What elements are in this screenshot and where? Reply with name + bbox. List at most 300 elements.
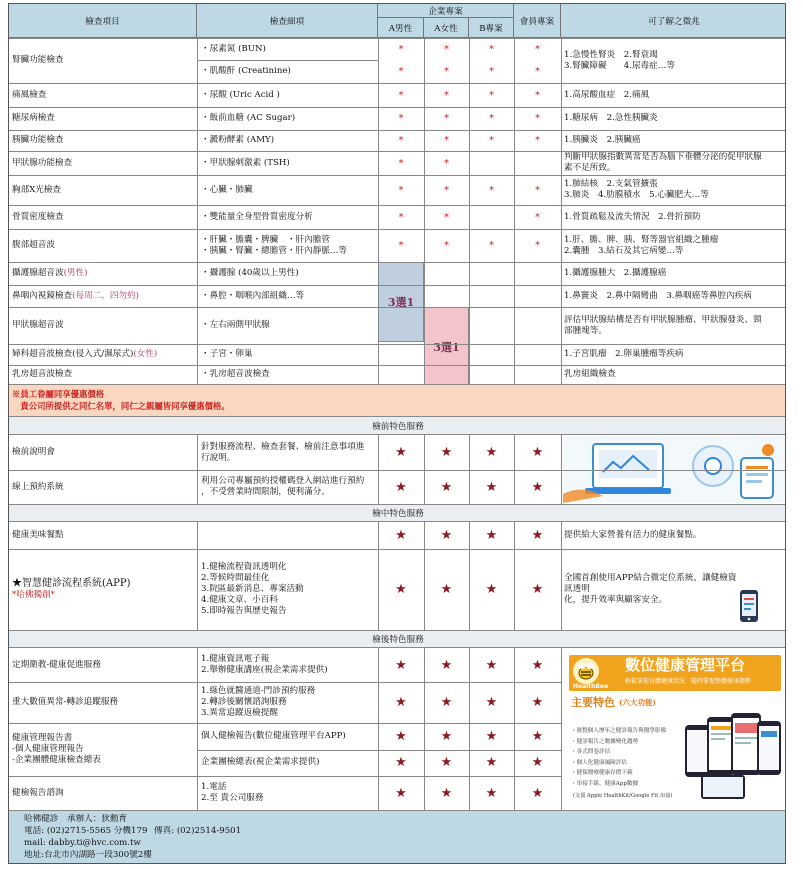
grid-line [424, 682, 425, 723]
star-mark: ★ [440, 695, 453, 710]
post-row-label: 健康管理報告書 [12, 733, 73, 743]
footer-mail[interactable]: mail: dabby.ti@hvc.com.tw [24, 838, 141, 848]
star-mark: * [398, 157, 404, 169]
row-item [12, 175, 195, 205]
row-item [12, 107, 195, 130]
star-mark: * [535, 43, 540, 55]
row-item [12, 205, 195, 229]
star-mark: * [535, 184, 540, 196]
grid-line [514, 682, 515, 723]
post-row-sub: -企業團體健康檢查總表 [12, 755, 101, 765]
row-insight [564, 344, 786, 365]
star-mark: ★ [440, 479, 453, 495]
star-mark: * [398, 89, 404, 101]
star-mark: * [489, 43, 494, 55]
grid-line [378, 549, 379, 630]
star-mark: ★ [395, 528, 407, 543]
pre-row-item: 線上預約系統 [12, 481, 64, 492]
detail-line: ・肝臟・膽囊・脾臟 ・肝內膽管 [201, 234, 330, 245]
row-item-note: (女性) [133, 349, 158, 359]
app-screens-illustration [683, 711, 783, 803]
insight-line: 評估甲狀腺結構是否有甲狀腺腫瘤、甲狀腺發炎、頸 [564, 314, 762, 325]
star-mark: ★ [395, 728, 407, 744]
grid-line [9, 384, 786, 385]
star-mark: ★ [395, 445, 407, 460]
insight-line: 部腫塊等。 [564, 325, 607, 336]
pre-row-detail [201, 470, 377, 504]
row-details [201, 229, 377, 262]
grid-line [561, 549, 562, 630]
mid-row-insight [564, 549, 740, 630]
promo-feature: ・串接手錶、健康App數據 [571, 780, 639, 787]
promo-feature: ・匯整個人歷年之健診報告與醫學影像 [571, 728, 667, 735]
row-details [201, 262, 377, 285]
insight-line: 1.急慢性腎炎 2.腎衰竭 [564, 49, 658, 60]
row-insight [564, 365, 786, 384]
detail-line: 利用公司專屬預約授權碼登入網站進行預約 [201, 476, 365, 486]
header-member: 會員專案 [514, 4, 561, 38]
detail-line: 1.綠色就醫通道-門診預約服務 [201, 686, 316, 696]
footer-phone: 電話: (02)2715-5565 分機179 [24, 826, 148, 836]
star-mark: ★ [485, 755, 498, 771]
detail-line: 2.至 貴公司服務 [201, 793, 264, 803]
row-insight [564, 205, 786, 229]
insight-line: 3.肺炎 4.肋膜積水 5.心臟肥大…等 [564, 190, 709, 200]
row-item-label: 甲狀腺功能檢查 [12, 157, 73, 168]
pre-row-detail [201, 435, 377, 470]
star-mark: * [444, 113, 449, 124]
insight-line: 1.子宮肌瘤 2.卵巢腫瘤等疾病 [564, 349, 684, 359]
row-item [12, 130, 195, 151]
detail-line: 行說明。 [201, 452, 236, 463]
grid-line [9, 285, 786, 286]
grid-line [9, 365, 786, 366]
promo-brand: HealthBee [573, 682, 609, 690]
star-mark: * [489, 135, 494, 146]
row-insight [564, 130, 786, 151]
section-post: 檢後特色服務 [9, 630, 786, 648]
row-item-label: 骨質密度檢查 [12, 211, 64, 222]
star-mark: ★ [440, 785, 453, 801]
header-insight: 可了解之徵兆 [561, 4, 786, 38]
star-mark: * [398, 113, 404, 124]
grid-line [469, 723, 470, 776]
row-item-label: 糖尿病檢查 [12, 113, 55, 123]
grid-line [514, 723, 515, 776]
notice-line1: ※員工眷屬同享優惠價格 [12, 388, 105, 399]
row-details [201, 285, 377, 307]
grid-line [9, 504, 786, 505]
grid-line [197, 522, 198, 549]
star-mark: * [444, 240, 449, 251]
mid-row-item [12, 549, 195, 630]
detail-line: ・甲狀腺刺激素 (TSH) [201, 157, 290, 168]
grid-line [378, 723, 379, 776]
star-mark: ★ [395, 755, 407, 771]
choice-a-label: 3選1 [387, 296, 415, 309]
grid-line [197, 682, 198, 723]
star-mark: ★ [440, 528, 453, 543]
star-mark: * [444, 43, 449, 55]
pre-row-item: 檢前說明會 [12, 447, 55, 457]
row-insight [564, 151, 786, 175]
grid-line [561, 470, 562, 504]
star-mark: * [398, 43, 404, 55]
grid-line [378, 522, 379, 549]
grid-line [9, 630, 786, 631]
promo-heading: 主要特色 [571, 696, 615, 709]
grid-line [9, 307, 786, 308]
grid-line [9, 344, 786, 345]
grid-line [514, 38, 515, 384]
star-mark: * [398, 240, 404, 251]
insight-line: 1.糖尿病 2.急性胰臟炎 [564, 113, 658, 123]
row-item [12, 83, 195, 107]
grid-line [197, 60, 378, 61]
row-item-label: 鼻咽內視鏡檢查 [12, 290, 73, 301]
post-row-label: 定期衛教-健康促進服務 [12, 659, 101, 670]
grid-line [197, 38, 198, 384]
footer-line1: 哈佛健診 承辦人：狄勳育 [24, 814, 128, 824]
row-item-label: 甲狀腺超音波 [12, 320, 64, 330]
grid-line [424, 470, 425, 504]
row-details [201, 83, 377, 107]
grid-line [561, 682, 562, 723]
detail-line: 3.院區最新消息、專案活動 [201, 584, 304, 594]
detail-line: ・乳房超音波檢查 [201, 369, 270, 379]
insight-line: 1.攝護腺腫大 2.攝護腺癌 [564, 268, 667, 278]
insight-line: 素不足所致。 [564, 163, 616, 173]
star-mark: ★ [531, 479, 544, 495]
insight-line: 2.囊腫 3.結石及其它病變…等 [564, 245, 684, 256]
checkup-plan-table [8, 3, 786, 864]
post-row-sub: -個人健康管理報告 [12, 744, 84, 754]
header-detail: 檢查細項 [197, 4, 378, 38]
row-insight [564, 307, 786, 344]
mid-row-detail [201, 549, 377, 630]
grid-line [9, 83, 786, 84]
detail-line: 5.即時報告與歷史報告 [201, 606, 287, 616]
notice-band [9, 384, 786, 417]
row-item-label: 乳房超音波檢查 [12, 369, 73, 379]
star-mark: ★ [440, 755, 453, 771]
row-insight [564, 83, 786, 107]
star-mark: ★ [440, 728, 453, 744]
grid-line [378, 776, 379, 810]
row-details [201, 107, 377, 130]
grid-line [469, 522, 470, 549]
row-details [201, 151, 377, 175]
detail-line: ・飯前血糖 (AC Sugar) [201, 113, 296, 123]
promo-feature: ・健診報告之數據變化趨勢 [571, 738, 639, 745]
grid-line [197, 648, 198, 682]
insight-line: 1.高尿酸血症 2.痛風 [564, 89, 650, 100]
grid-line [424, 549, 425, 630]
row-details [201, 344, 377, 365]
post-row-detail [201, 682, 377, 723]
detail-line: ・左右兩側甲狀腺 [201, 320, 270, 330]
grid-line [424, 38, 425, 384]
grid-line [378, 648, 379, 682]
row-details [201, 365, 377, 384]
mid-row-label: ★智慧健診流程系統(APP) [12, 577, 131, 589]
star-mark: * [489, 184, 494, 196]
row-details [201, 130, 377, 151]
star-mark: ★ [485, 528, 498, 543]
grid-line [469, 648, 470, 682]
insight-line: 1.肝、膽、脾、胰、腎等器官組織之腫瘤 [564, 234, 719, 245]
detail-line: ・雙能量全身型骨質密度分析 [201, 211, 313, 222]
grid-line [561, 723, 562, 776]
post-row-detail-a: 個人健檢報告(數位健康管理平台APP) [201, 730, 346, 741]
grid-line [378, 435, 379, 470]
detail-line: 2.舉辦健康講座(視企業需求提供) [201, 665, 328, 675]
star-mark: ★ [395, 785, 407, 801]
grid-line [9, 262, 786, 263]
grid-line [561, 648, 562, 682]
detail-line: 3.異常追蹤返檢提醒 [201, 708, 278, 718]
insight-line: 判斷甲狀腺指數異常是否為腦下垂體分泌的促甲狀腺 [564, 152, 762, 162]
grid-line [514, 522, 515, 549]
grid-line [9, 810, 561, 811]
star-mark: * [489, 113, 494, 124]
star-mark: * [398, 184, 404, 196]
star-mark: * [444, 184, 449, 196]
post-row-item [12, 682, 195, 723]
promo-panel [565, 651, 786, 809]
promo-feature: ・各式問卷評估 [571, 749, 611, 756]
grid-line [424, 776, 425, 810]
star-mark: * [535, 240, 540, 251]
star-mark: ★ [485, 695, 498, 710]
star-mark: * [444, 66, 449, 78]
insight-line: 3.腎臟障礙 4.尿毒症…等 [564, 60, 675, 71]
header-plan-a-female: A女性 [424, 18, 469, 38]
star-mark: * [444, 157, 449, 169]
star-mark: ★ [485, 479, 498, 495]
star-mark: ★ [395, 657, 407, 673]
promo-footnote: (支援 Apple HealthKit/Google Fit 串接) [573, 793, 673, 800]
notice-line2: 貴公司所提供之同仁名單，同仁之親屬皆同享優惠價格。 [12, 400, 230, 411]
grid-line [197, 723, 198, 776]
detail-line: ・攝護腺 (40歲以上男性) [201, 268, 299, 278]
grid-line [9, 205, 786, 206]
star-mark: ★ [531, 445, 544, 460]
grid-line [424, 723, 425, 776]
row-details [201, 307, 377, 344]
row-item-label: 胸部X光檢查 [12, 184, 62, 195]
star-mark: ★ [485, 445, 498, 460]
row-item [12, 262, 195, 285]
star-mark: ★ [395, 479, 407, 495]
promo-banner [569, 655, 781, 691]
star-mark: * [398, 66, 404, 78]
detail-line: ・心臟・肺臟 [201, 184, 253, 195]
grid-line [514, 776, 515, 810]
detail-line: 2.轉診後關懷諮詢服務 [201, 697, 287, 707]
grid-line [9, 38, 786, 39]
header-enterprise: 企業專案 [378, 4, 514, 18]
insight-line: 1.骨質疏鬆及流失情況 2.骨折預防 [564, 211, 701, 222]
detail-line: 1.電話 [201, 782, 227, 792]
post-row-item [12, 776, 195, 810]
grid-line [561, 38, 562, 384]
grid-line [561, 435, 562, 470]
star-mark: * [489, 89, 494, 101]
row-details [201, 205, 377, 229]
row-item [12, 307, 195, 344]
grid-line [424, 648, 425, 682]
post-row-detail [201, 776, 377, 810]
detail-line: ，不受營業時間限制，便利滿分。 [201, 487, 330, 497]
row-details [201, 175, 377, 205]
star-mark: * [489, 240, 494, 251]
row-item [12, 38, 195, 83]
star-mark: ★ [531, 755, 544, 771]
insight-line: 1.鼻竇炎 2.鼻中隔彎曲 3.鼻咽癌等鼻腔內疾病 [564, 290, 752, 301]
bee-icon [573, 658, 599, 684]
star-mark: ★ [531, 657, 544, 673]
star-mark: ★ [395, 582, 407, 597]
insight-line: 化，提升效率與顧客安全。 [564, 595, 668, 605]
grid-line [514, 648, 515, 682]
grid-line [197, 776, 198, 810]
post-row-label: 健檢報告諮詢 [12, 787, 64, 798]
grid-line [378, 470, 379, 504]
row-insight [564, 107, 786, 130]
choice-block-a [378, 262, 424, 342]
row-item [12, 344, 195, 365]
post-row-detail [201, 648, 377, 682]
row-insight [564, 262, 786, 285]
star-mark: * [444, 89, 449, 101]
post-row-item [12, 723, 195, 776]
post-row-detail-b: 企業團檢總表(視企業需求提供) [201, 757, 320, 768]
header-item: 檢查項目 [9, 4, 197, 38]
detail-line: ・尿酸 (Uric Acid ) [201, 89, 280, 100]
star-mark: * [535, 211, 540, 223]
footer-fax: 傳真: (02)2514-9501 [154, 826, 242, 836]
grid-line [9, 151, 786, 152]
grid-line [9, 175, 786, 176]
star-mark: ★ [440, 582, 453, 597]
detail-line: 1.健檢流程資訊透明化 [201, 562, 287, 572]
post-row-label: 重大數值異常-轉診追蹤服務 [12, 697, 119, 707]
detail-line: 1.健康資訊電子報 [201, 654, 270, 664]
star-mark: ★ [440, 445, 453, 460]
grid-line [469, 682, 470, 723]
star-mark: * [444, 135, 449, 146]
row-insight [564, 229, 786, 262]
row-item [12, 285, 195, 307]
star-mark: * [535, 89, 540, 101]
grid-line [469, 435, 470, 470]
footer-contact [9, 810, 786, 864]
row-item-note: (每周二、四勿約) [72, 290, 140, 301]
grid-line [469, 549, 470, 630]
detail-line: ・胰臟・腎臟・總膽管・肝內靜脈…等 [201, 245, 348, 256]
post-row-item [12, 648, 195, 682]
grid-line [561, 522, 562, 549]
section-pre: 檢前特色服務 [9, 417, 786, 435]
star-mark: ★ [531, 582, 544, 597]
insight-line: 乳房組織檢查 [564, 369, 616, 379]
grid-line [9, 107, 786, 108]
grid-line [469, 470, 470, 504]
footer-address: 地址:台北市內湖路一段300號2樓 [24, 850, 152, 860]
row-item-label: 攝護腺超音波 [12, 268, 64, 278]
section-mid: 檢中特色服務 [9, 504, 786, 522]
star-mark: ★ [531, 528, 544, 543]
grid-line [424, 435, 425, 470]
promo-tagline: 輕鬆掌握身體健康狀況 隨時掌握整體健康趨勢 [625, 678, 752, 686]
row-insight [564, 285, 786, 307]
star-mark: ★ [485, 728, 498, 744]
promo-heading-note: (六大功能) [619, 698, 657, 708]
grid-line [378, 682, 379, 723]
star-mark: ★ [531, 728, 544, 744]
promo-title: 數位健康管理平台 [625, 657, 746, 675]
row-item [12, 365, 195, 384]
grid-line [514, 435, 515, 470]
mid-row-insight: 提供給大家營養有活力的健康餐點。 [564, 530, 702, 540]
star-mark: * [398, 135, 404, 146]
phone-app-icon [738, 589, 762, 625]
detail-line: ・子宮・卵巢 [201, 349, 253, 359]
star-mark: * [535, 66, 540, 78]
star-mark: ★ [531, 695, 544, 710]
row-item-label: 婦科超音波檢查(侵入式/濕尿式) [12, 349, 134, 359]
star-mark: * [444, 211, 449, 223]
promo-feature: ・個人化健康風險評估 [571, 759, 627, 766]
row-item-label: 胰臟功能檢查 [12, 135, 64, 145]
detail-line: ・尿素氮 (BUN) [201, 43, 266, 54]
insight-line: 全國首創使用APP結合微定位系統，讓健檢資訊透明 [564, 573, 737, 594]
detail-line: 針對服務流程、檢查套餐、檢前注意事項進 [201, 441, 365, 452]
row-insight [564, 175, 786, 205]
star-mark: ★ [440, 657, 453, 673]
row-item [12, 229, 195, 262]
detail-line: ・鼻腔・咽喉內部組織…等 [201, 290, 305, 301]
grid-line [9, 130, 786, 131]
star-mark: ★ [395, 695, 407, 710]
row-item-label: 腎臟功能檢查 [12, 55, 64, 65]
grid-line [424, 522, 425, 549]
star-mark: ★ [485, 657, 498, 673]
star-mark: * [535, 135, 540, 146]
grid-line [378, 38, 379, 384]
star-mark: ★ [485, 785, 498, 801]
header-plan-b: B專案 [469, 18, 514, 38]
star-mark: * [398, 211, 404, 223]
grid-line [469, 38, 470, 384]
grid-line [197, 435, 198, 470]
header-plan-a-male: A男性 [378, 18, 424, 38]
star-mark: ★ [485, 582, 498, 597]
grid-line [561, 776, 562, 810]
grid-line [197, 470, 198, 504]
detail-line: 2.等候時間最佳化 [201, 573, 270, 583]
row-item-label: 痛風檢查 [12, 89, 47, 100]
row-item-note: (男性) [63, 268, 88, 278]
grid-line [514, 549, 515, 630]
mid-row-label: 健康美味餐點 [12, 530, 64, 540]
star-mark: * [535, 113, 540, 124]
star-mark: ★ [531, 785, 544, 801]
grid-line [469, 776, 470, 810]
grid-line [197, 549, 198, 630]
insight-line: 1.肺結核 2.支氣管擴張 [564, 179, 658, 189]
